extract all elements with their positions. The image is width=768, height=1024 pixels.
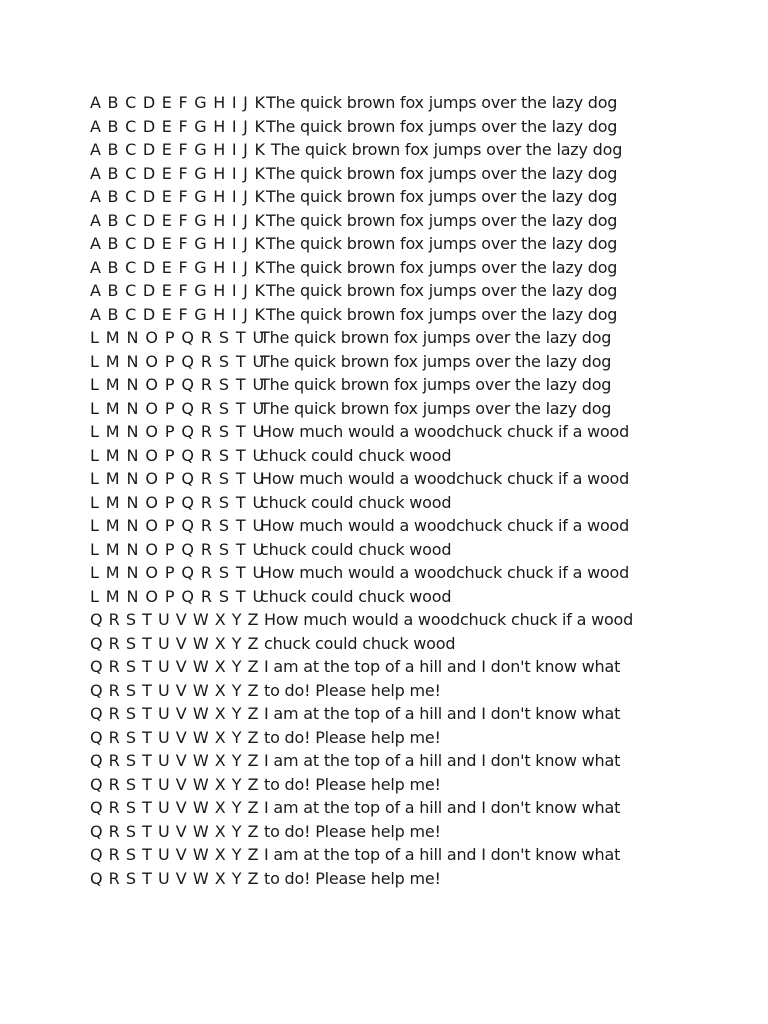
- text-line: [90, 303, 710, 327]
- sentence-text: The quick brown fox jumps over the lazy dog: [260, 375, 612, 394]
- letter-sequence: L M N O P Q R S T U: [90, 492, 266, 512]
- text-line: [90, 256, 710, 280]
- sentence-text: chuck could chuck wood: [264, 633, 456, 653]
- sentence-text: The quick brown fox jumps over the lazy dog: [266, 116, 618, 136]
- document-body: [90, 91, 710, 890]
- sentence-text: chuck could chuck wood: [260, 445, 452, 465]
- letter-sequence: L M N O P Q R S T U: [90, 539, 266, 559]
- sentence-text: The quick brown fox jumps over the lazy dog: [266, 234, 618, 253]
- sentence-text: The quick brown fox jumps over the lazy dog: [266, 163, 618, 183]
- sentence-text: The quick brown fox jumps over the lazy dog: [266, 281, 618, 300]
- letter-sequence: Q R S T U V W X Y Z: [90, 633, 260, 653]
- letter-sequence: Q R S T U V W X Y Z: [90, 798, 260, 817]
- text-line: [90, 538, 710, 562]
- text-line: [90, 326, 710, 350]
- text-line: [90, 632, 710, 656]
- letter-sequence: A B C D E F G H I J K: [90, 116, 266, 136]
- sentence-text: I am at the top of a hill and I don't know what: [264, 657, 621, 676]
- text-line: [90, 232, 710, 256]
- letter-sequence: L M N O P Q R S T U: [90, 328, 266, 347]
- letter-sequence: L M N O P Q R S T U: [90, 422, 266, 441]
- sentence-text: The quick brown fox jumps over the lazy dog: [266, 187, 618, 206]
- letter-sequence: Q R S T U V W X Y Z: [90, 774, 260, 794]
- sentence-text: to do! Please help me!: [264, 680, 441, 700]
- text-line: [90, 773, 710, 797]
- text-line: [90, 585, 710, 609]
- text-line: [90, 561, 710, 585]
- text-line: [90, 843, 710, 867]
- text-line: [90, 726, 710, 750]
- letter-sequence: Q R S T U V W X Y Z: [90, 727, 260, 747]
- text-line: [90, 796, 710, 820]
- letter-sequence: Q R S T U V W X Y Z: [90, 610, 260, 629]
- text-line: [90, 209, 710, 233]
- sentence-text: The quick brown fox jumps over the lazy dog: [266, 304, 618, 324]
- sentence-text: The quick brown fox jumps over the lazy dog: [266, 93, 618, 112]
- letter-sequence: L M N O P Q R S T U: [90, 586, 266, 606]
- text-line: [90, 679, 710, 703]
- sentence-text: How much would a woodchuck chuck if a wood: [260, 422, 630, 441]
- text-line: [90, 749, 710, 773]
- letter-sequence: A B C D E F G H I J K: [90, 257, 266, 277]
- sentence-text: chuck could chuck wood: [260, 539, 452, 559]
- sentence-text: The quick brown fox jumps over the lazy dog: [266, 257, 618, 277]
- text-line: [90, 655, 710, 679]
- text-line: [90, 162, 710, 186]
- text-line: [90, 820, 710, 844]
- sentence-text: The quick brown fox jumps over the lazy dog: [266, 210, 618, 230]
- text-line: [90, 397, 710, 421]
- text-line: [90, 608, 710, 632]
- sentence-text: The quick brown fox jumps over the lazy dog: [260, 398, 612, 418]
- sentence-text: The quick brown fox jumps over the lazy dog: [260, 351, 612, 371]
- sentence-text: to do! Please help me!: [264, 774, 441, 794]
- letter-sequence: Q R S T U V W X Y Z: [90, 657, 260, 676]
- letter-sequence: A B C D E F G H I J K: [90, 234, 266, 253]
- letter-sequence: A B C D E F G H I J K: [90, 210, 266, 230]
- letter-sequence: L M N O P Q R S T U: [90, 469, 266, 488]
- text-line: [90, 867, 710, 891]
- text-line: [90, 514, 710, 538]
- letter-sequence: A B C D E F G H I J K: [90, 140, 266, 159]
- sentence-text: I am at the top of a hill and I don't know what: [264, 704, 621, 723]
- sentence-text: to do! Please help me!: [264, 868, 441, 888]
- sentence-text: How much would a woodchuck chuck if a wood: [260, 516, 630, 535]
- letter-sequence: L M N O P Q R S T U: [90, 375, 266, 394]
- sentence-text: The quick brown fox jumps over the lazy dog: [266, 140, 623, 159]
- text-line: [90, 185, 710, 209]
- letter-sequence: L M N O P Q R S T U: [90, 351, 266, 371]
- sentence-text: chuck could chuck wood: [260, 586, 452, 606]
- letter-sequence: A B C D E F G H I J K: [90, 163, 266, 183]
- letter-sequence: L M N O P Q R S T U: [90, 398, 266, 418]
- text-line: [90, 373, 710, 397]
- sentence-text: The quick brown fox jumps over the lazy dog: [260, 328, 612, 347]
- sentence-text: to do! Please help me!: [264, 821, 441, 841]
- text-line: [90, 420, 710, 444]
- letter-sequence: A B C D E F G H I J K: [90, 281, 266, 300]
- sentence-text: I am at the top of a hill and I don't know what: [264, 845, 621, 864]
- sentence-text: How much would a woodchuck chuck if a wood: [260, 563, 630, 582]
- letter-sequence: L M N O P Q R S T U: [90, 563, 266, 582]
- letter-sequence: Q R S T U V W X Y Z: [90, 751, 260, 770]
- letter-sequence: A B C D E F G H I J K: [90, 304, 266, 324]
- letter-sequence: Q R S T U V W X Y Z: [90, 868, 260, 888]
- letter-sequence: Q R S T U V W X Y Z: [90, 845, 260, 864]
- letter-sequence: A B C D E F G H I J K: [90, 93, 266, 112]
- letter-sequence: Q R S T U V W X Y Z: [90, 821, 260, 841]
- text-line: [90, 350, 710, 374]
- text-line: [90, 115, 710, 139]
- sentence-text: chuck could chuck wood: [260, 492, 452, 512]
- letter-sequence: L M N O P Q R S T U: [90, 516, 266, 535]
- text-line: [90, 91, 710, 115]
- text-line: [90, 279, 710, 303]
- text-line: [90, 491, 710, 515]
- sentence-text: I am at the top of a hill and I don't know what: [264, 751, 621, 770]
- sentence-text: to do! Please help me!: [264, 727, 441, 747]
- sentence-text: How much would a woodchuck chuck if a wood: [264, 610, 634, 629]
- text-line: [90, 467, 710, 491]
- letter-sequence: L M N O P Q R S T U: [90, 445, 266, 465]
- letter-sequence: Q R S T U V W X Y Z: [90, 704, 260, 723]
- sentence-text: I am at the top of a hill and I don't know what: [264, 798, 621, 817]
- sentence-text: How much would a woodchuck chuck if a wood: [260, 469, 630, 488]
- letter-sequence: A B C D E F G H I J K: [90, 187, 266, 206]
- text-line: [90, 138, 710, 162]
- text-line: [90, 702, 710, 726]
- letter-sequence: Q R S T U V W X Y Z: [90, 680, 260, 700]
- text-line: [90, 444, 710, 468]
